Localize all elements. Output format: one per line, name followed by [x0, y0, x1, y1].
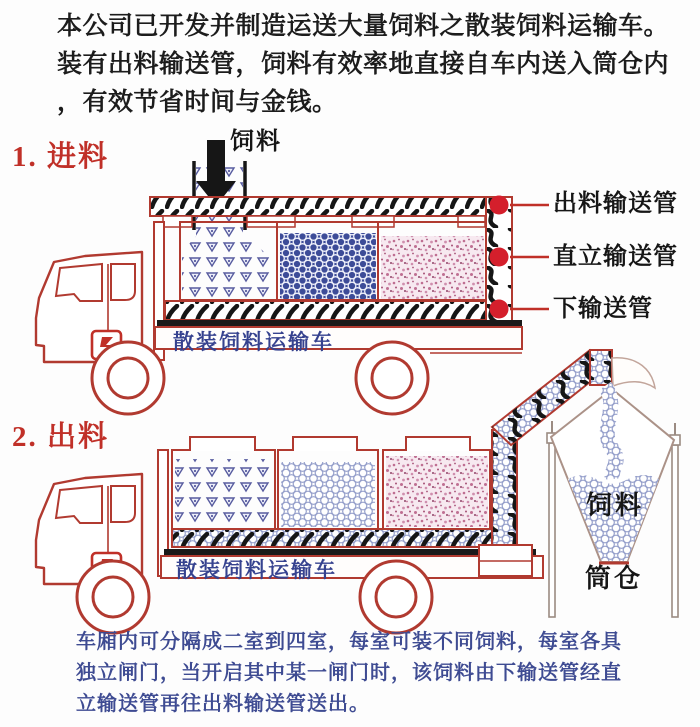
silo-content-label: 饲料: [586, 491, 645, 520]
compartment2-feed-fill: [280, 233, 376, 299]
truck1-illustration: [36, 140, 549, 414]
truck2-body-label: 散装饲料运输车: [176, 558, 337, 582]
compartment-lid: [406, 437, 470, 451]
footer-line-1: 车厢内可分隔成二室到四室，每室可装不同饲料，每室各具: [76, 631, 622, 653]
pipe-label-vertical: 直立输送管: [553, 244, 678, 270]
footer-line-3: 立输送管再往出料输送管送出。: [76, 693, 370, 715]
truck1-body-label: 散装饲料运输车: [173, 330, 334, 354]
discharge-spout: [612, 358, 655, 388]
pipe-label-lower: 下输送管: [553, 296, 653, 322]
silo-name-label: 筒仓: [585, 564, 644, 593]
section1-heading: 1. 进料: [12, 141, 110, 173]
bottom-conveyor-pipe: [165, 301, 512, 320]
indicator-dot: [490, 300, 509, 319]
indicator-dot: [490, 196, 509, 215]
compartment3-feed-fill: [381, 236, 484, 299]
intro-line-3: ，有效节省时间与金钱。: [57, 89, 338, 116]
compartment-lid: [190, 437, 255, 451]
compartment1-feed-fill: [175, 459, 272, 527]
front-wheel: [77, 561, 149, 633]
rear-wheel: [356, 342, 428, 414]
vertical-conveyor-pipe: [492, 430, 517, 548]
rear-gate-box: [479, 545, 532, 576]
bed-black-sill: [157, 320, 522, 326]
intro-line-1: 本公司已开发并制造运送大量饲料之散装饲料运输车。: [57, 13, 670, 40]
compartment3-feed-fill: [386, 456, 488, 527]
feed-inlet-label: 饲料: [230, 129, 282, 155]
compartment2-feed-fill: [281, 462, 375, 527]
section2-heading: 2. 出料: [12, 421, 110, 453]
intro-line-2: 装有出料输送管，饲料有效率地直接自车内送入筒仓内: [57, 51, 670, 78]
top-discharge-conveyor-pipe: [150, 197, 512, 216]
indicator-dot: [490, 248, 509, 267]
compartment-lid: [293, 437, 357, 451]
front-wheel: [92, 342, 164, 414]
rear-wheel: [360, 561, 432, 633]
footer-line-2: 独立闸门，当开启其中某一闸门时，该饲料由下输送管经直: [76, 662, 622, 684]
pipe-label-discharge: 出料输送管: [553, 191, 678, 217]
bottom-conveyor-pipe: [172, 529, 517, 547]
